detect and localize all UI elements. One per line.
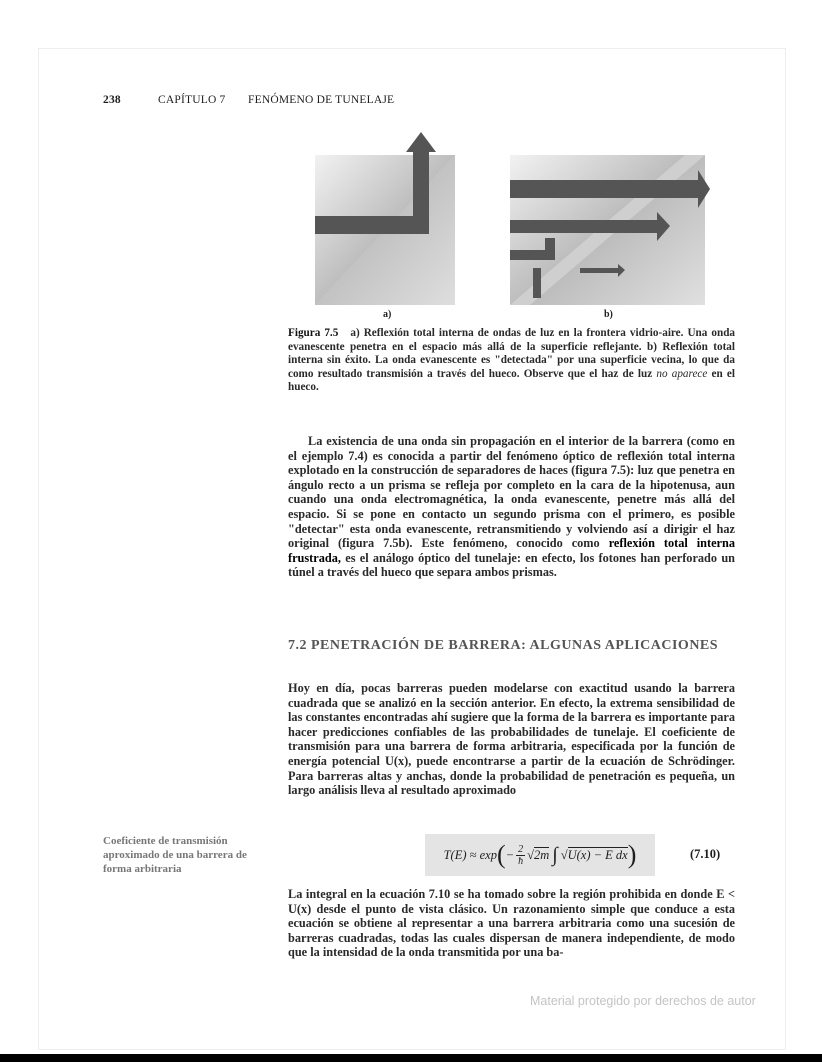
key-term: reflexión total interna frustrada, bbox=[288, 536, 735, 565]
body-paragraph-1: La existencia de una onda sin propagación en el interior de la barrera (como en el ejemplo 7.4) es conocida a partir del fenómeno óptico de reflexión total interna explotado en la construcción de separadores de haces (figura 7.5): luz que penetra en ángulo recto a un prisma se refleja por completo en la cara de la hipotenusa, aun cuando una onda electromagnética, la onda evanescente, penetre más allá del espacio. Si se pone en contacto un segundo prisma con el primero, es posible "detectar" esta onda evanescente, retransmitiendo y volviendo así a dirigir el haz original (figura 7.5b). Este fenómeno, conocido como reflexión total interna frustrada, es el análogo óptico del tunelaje: en efecto, los fotones han perforado un túnel a través del hueco que separa ambos prismas. bbox=[288, 434, 735, 580]
equation-number: (7.10) bbox=[690, 847, 721, 861]
figure-a-label: a) bbox=[383, 309, 392, 320]
body-paragraph-3: La integral en la ecuación 7.10 se ha tomado sobre la región prohibida en donde E < U(x) desde el punto de vista clásico. Un razonamiento simple que conduce a esta ecuación se obtiene al representar a una barrera arbitraria como una sucesión de barreras cuadradas, todas las cuales dispersan de manera independiente, de modo que la intensidad de la onda transmitida por una ba- bbox=[288, 887, 735, 960]
figure-caption: Figura 7.5 a) Reflexión total interna de ondas de luz en la frontera vidrio-aire. Una onda evanescente penetra en el espacio más allá de la superficie reflejante. b) Reflexión total interna sin éxito. La onda evanescente es "detectada" por una superficie vecina, lo que da como resultado transmisión a través del hueco. Observe que el haz de luz no aparece en el hueco. bbox=[288, 327, 736, 394]
chapter-label: CAPÍTULO 7 bbox=[158, 94, 226, 106]
margin-note: Coeficiente de transmisión aproximado de una barrera de forma arbitraria bbox=[103, 835, 247, 875]
caption-label: Figura 7.5 bbox=[288, 327, 339, 339]
figure-b-label: b) bbox=[604, 309, 613, 320]
bottom-bar bbox=[0, 1054, 822, 1062]
equation-box: T(E) ≈ exp ( − $\frac{2}{ħ}$ √ 2m ∫ √ U(x) − E dx ) bbox=[425, 834, 655, 876]
figure-a-prism bbox=[310, 130, 460, 310]
figure-b-prisms bbox=[505, 150, 710, 310]
body-paragraph-2: Hoy en día, pocas barreras pueden modelarse con exactitud usando la barrera cuadrada que se analizó en la sección anterior. En efecto, la extrema sensibilidad de las constantes encontradas ahí sugiere que la forma de la barrera es importante para hacer predicciones confiables de las probabilidades de tunelaje. El coeficiente de transmisión para una barrera de forma arbitraria, especificada por la función de energía potencial U(x), puede encontrarse a partir de la ecuación de Schrödinger. Para barreras altas y anchas, donde la probabilidad de penetración es pequeña, un largo análisis lleva al resultado aproximado bbox=[288, 681, 735, 798]
copyright-watermark: Material protegido por derechos de autor bbox=[530, 994, 756, 1008]
section-heading: 7.2 PENETRACIÓN DE BARRERA: ALGUNAS APLICACIONES bbox=[288, 638, 719, 653]
chapter-title: FENÓMENO DE TUNELAJE bbox=[248, 94, 395, 106]
page-number: 238 bbox=[103, 94, 121, 106]
